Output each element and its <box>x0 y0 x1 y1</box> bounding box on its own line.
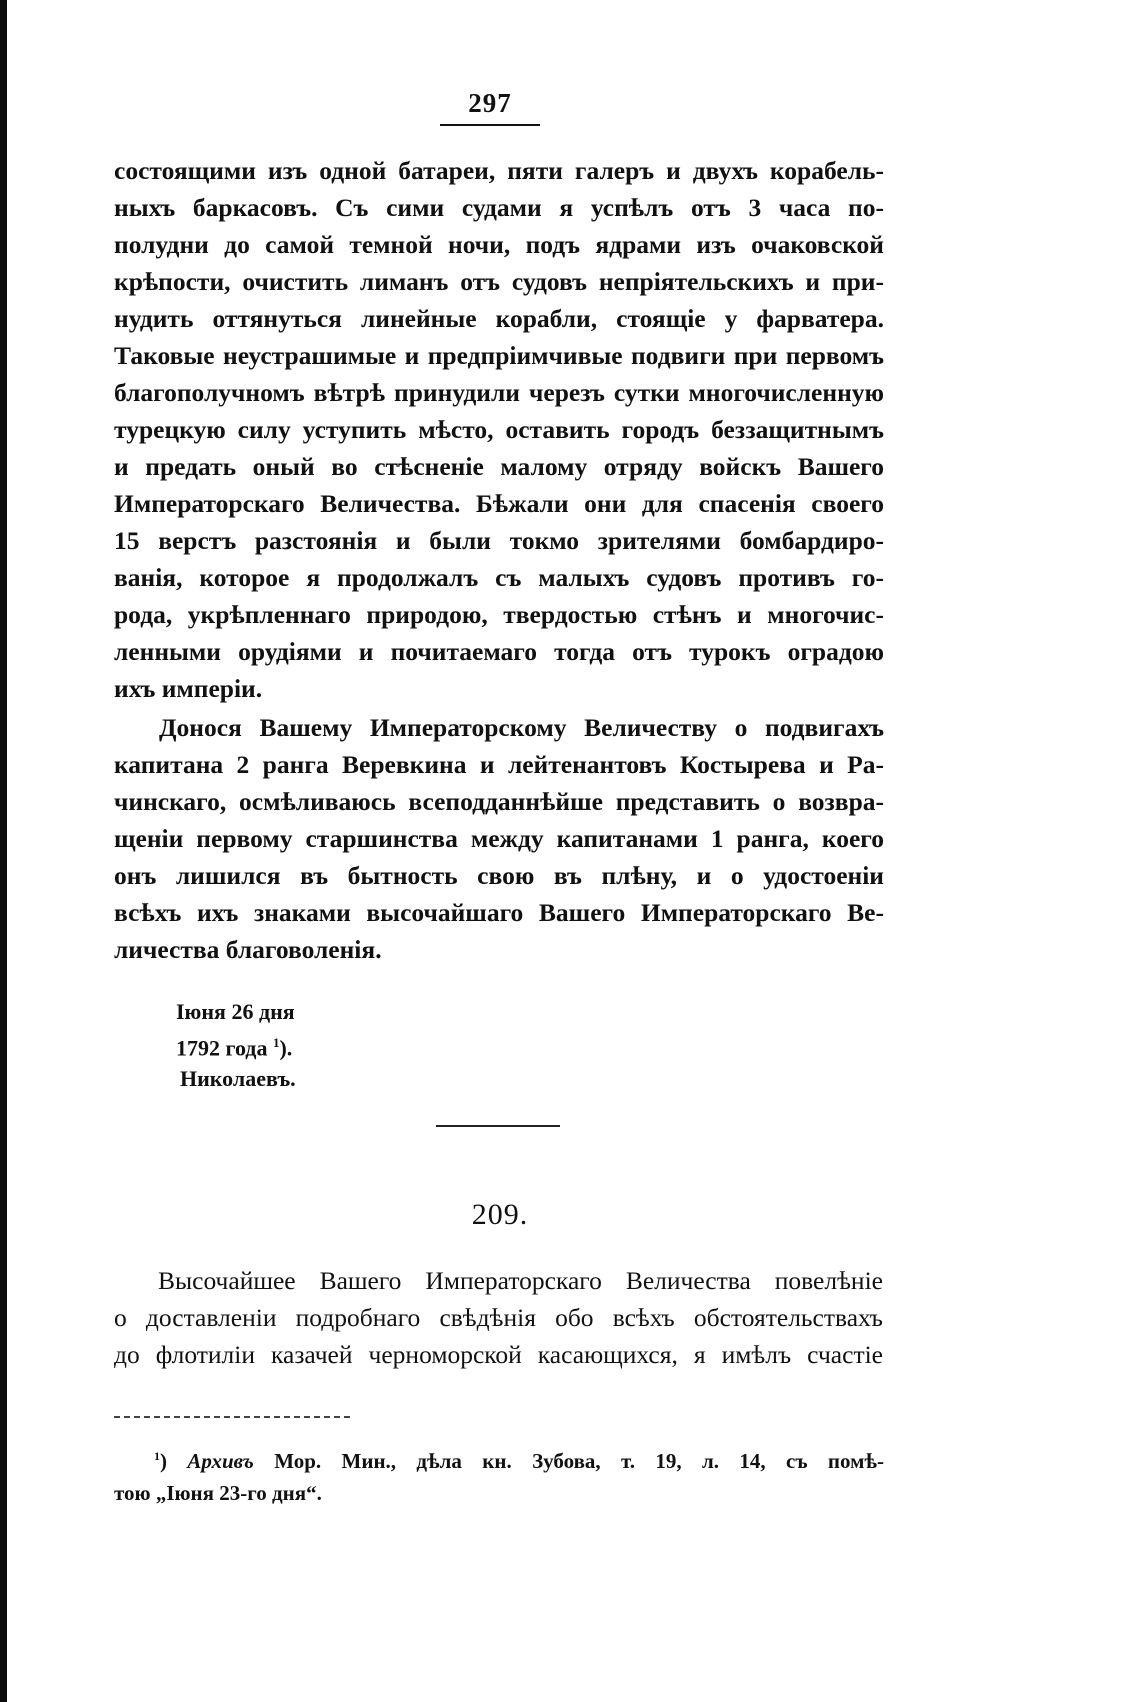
footnote <box>114 1440 884 1509</box>
page-number: 297 <box>468 88 512 118</box>
text-line: рода, укрѣпленнаго природою, твердостью стѣнъ и многочис- <box>114 600 884 629</box>
header-rule <box>440 124 540 126</box>
text-line: ныхъ баркасовъ. Съ сими судами я успѣлъ отъ 3 часа по- <box>114 193 884 222</box>
footnote-mark-suffix: ) <box>160 1449 167 1473</box>
signature-block <box>176 996 296 1094</box>
text-line: личества благоволенія. <box>114 935 382 964</box>
footnote-line: тою „Іюня 23-го дня“. <box>114 1481 322 1505</box>
signature-year <box>176 1027 296 1063</box>
text-line: и предать оный во стѣсненіе малому отряду войскъ Вашего <box>114 452 884 481</box>
text-line: чинскаго, осмѣливаюсь всеподданнѣйше представить о возвра- <box>114 787 884 816</box>
text-line: ленными орудіями и почитаемаго тогда отъ турокъ оградою <box>114 637 884 666</box>
paragraph-2 <box>114 709 884 968</box>
text-line: Высочайшее Вашего Императорскаго Величества повелѣніе <box>158 1266 883 1295</box>
signature-year-suffix: ). <box>279 1035 293 1061</box>
text-line: 15 верстъ разстоянія и были токмо зрителями бомбардиро- <box>114 526 884 555</box>
text-line: благополучномъ вѣтрѣ принудили черезъ сутки многочисленную <box>114 378 884 407</box>
text-line: всѣхъ ихъ знаками высочайшаго Вашего Императорскаго Ве- <box>114 898 884 927</box>
text-line: Императорскаго Величества. Бѣжали они для спасенія своего <box>114 489 884 518</box>
text-line: о доставленіи подробнаго свѣдѣнія обо всѣхъ обстоятельствахъ <box>114 1303 883 1332</box>
footnote-rule <box>114 1416 350 1418</box>
text-line: состоящими изъ одной батареи, пяти галеръ и двухъ корабель- <box>114 156 884 185</box>
signature-place: Николаевъ. <box>180 1066 296 1092</box>
text-line: ванія, которое я продолжалъ съ малыхъ судовъ противъ го- <box>114 563 884 592</box>
text-line: крѣпости, очистить лиманъ отъ судовъ непріятельскихъ и при- <box>114 267 884 296</box>
text-line: Таковые неустрашимые и предпріимчивые подвиги при первомъ <box>114 341 884 370</box>
footnote-reference: 1 <box>272 1035 280 1050</box>
text-line: Донося Вашему Императорскому Величеству о подвигахъ <box>159 713 884 742</box>
text-line: онъ лишился въ бытность свою въ плѣну, и о удостоеніи <box>114 861 884 890</box>
text-line: полудни до самой темной ночи, подъ ядрами изъ очаковской <box>114 230 884 259</box>
section-divider <box>436 1125 560 1127</box>
text-line: щеніи первому старшинства между капитанами 1 ранга, коего <box>114 824 884 853</box>
footnote-line <box>114 1440 884 1477</box>
paragraph-1 <box>114 152 884 707</box>
text-line: до флотиліи казачей черноморской касающихся, я имѣлъ счастіе <box>114 1340 883 1369</box>
document-number: 209. <box>471 1198 529 1231</box>
signature-year-text: 1792 года <box>176 1035 268 1061</box>
paragraph-3 <box>114 1262 883 1373</box>
text-line: капитана 2 ранга Веревкина и лейтенантовъ Костырева и Ра- <box>114 750 884 779</box>
footnote-source: Мор. Мин., дѣла кн. Зубова, т. 19, л. 14, съ помѣ- <box>274 1449 885 1473</box>
main-text <box>114 152 884 968</box>
text-line: ихъ имперіи. <box>114 674 263 703</box>
footnote-mark: 1 <box>154 1449 160 1463</box>
text-line: нудить оттянуться линейные корабли, стоящіе у фарватера. <box>114 304 884 333</box>
document-209-text <box>114 1262 883 1373</box>
footnote-archive: Архивъ <box>187 1449 254 1473</box>
signature-date: Іюня 26 дня <box>176 999 295 1024</box>
text-line: турецкую силу уступить мѣсто, оставить городъ беззащитнымъ <box>114 415 884 444</box>
binding-edge <box>0 0 7 1702</box>
